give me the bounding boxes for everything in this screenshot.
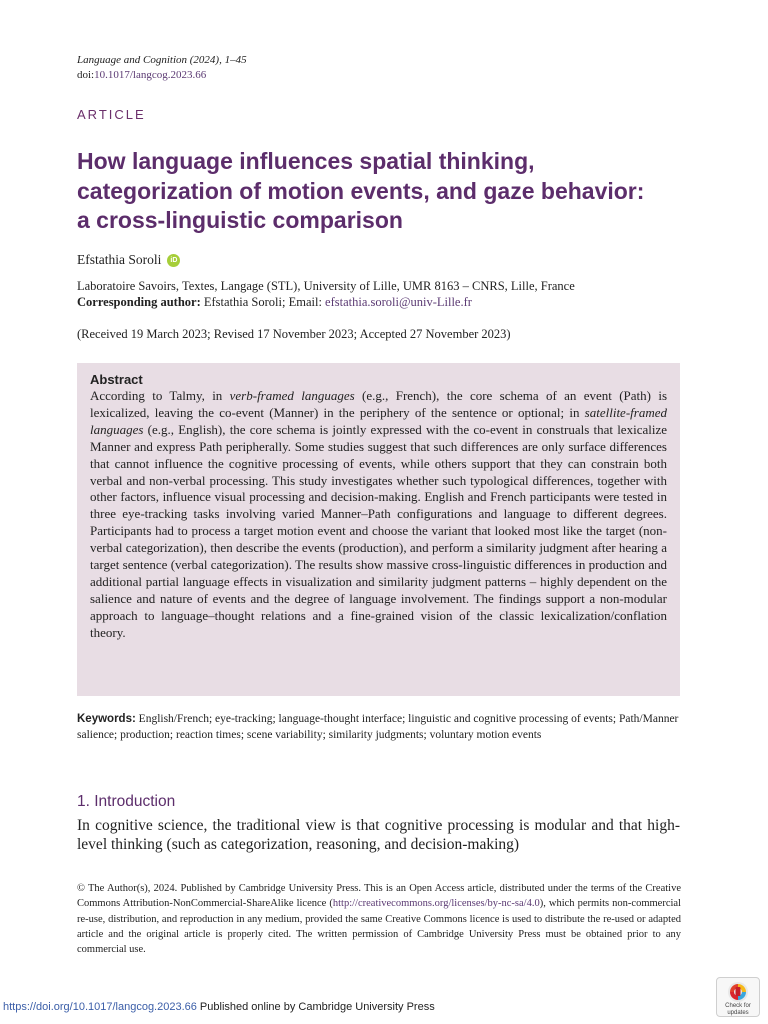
corresponding-label: Corresponding author: (77, 295, 201, 309)
badge-label-line: Check for (725, 1003, 751, 1009)
email-link[interactable]: efstathia.soroli@univ-Lille.fr (325, 295, 472, 309)
doi-prefix: doi: (77, 69, 95, 81)
abstract-text (90, 388, 667, 642)
doi-line (77, 69, 206, 81)
abstract-term: satellite-framed languages (90, 404, 667, 437)
license-link[interactable]: http://creativecommons.org/licenses/by-nc-sa/4.0 (332, 898, 540, 910)
crossmark-icon (727, 981, 749, 1003)
abstract-box (77, 363, 680, 696)
keywords-text: English/French; eye-tracking; language-thought interface; linguistic and cognitive processing of events; Path/Manner salience; production; reaction times; scene variability; similarity judgments; voluntary motion events (77, 713, 679, 741)
orcid-icon[interactable]: iD (167, 254, 180, 267)
footer-published: Published online by Cambridge University Press (196, 1001, 435, 1013)
license-text: ), which permits non-commercial re-use, distribution, and reproduction in any medium, provided the same Creative Commons licence is used to distribute the re-used or adapted article and the original article is properly cited. The written permission of Cambridge University Press must be obtained prior to any commercial use. (77, 898, 681, 956)
keywords-label: Keywords: (77, 713, 136, 725)
received-dates: (Received 19 March 2023; Revised 17 November 2023; Accepted 27 November 2023) (77, 327, 511, 341)
footer-doi-link[interactable]: https://doi.org/10.1017/langcog.2023.66 (3, 1001, 197, 1013)
keywords (77, 711, 681, 743)
license-text: © The Author(s), 2024. Published by Cambridge University Press. This is an Open Access article, distributed under the terms of the Creative Commons Attribution-NonCommercial-ShareAlike licence ( (77, 883, 681, 910)
affiliation: Laboratoire Savoirs, Textes, Langage (STL), University of Lille, UMR 8163 – CNRS, Lille, France (77, 279, 575, 293)
abstract-term: verb-framed languages (229, 388, 355, 403)
check-for-updates-badge[interactable] (716, 977, 760, 1017)
section-heading-introduction: 1. Introduction (77, 793, 176, 810)
abstract-part: (e.g., English), the core schema is jointly expressed with the co-event in construals that lexicalize Manner and express Path peripherally. Some studies suggest that such differences are only surface differences that cannot influence the cognitive processing of events, while others support that they can constrain both verbal and non-verbal processing. This study investigates whether such typological differences, together with other factors, influence visual processing and decision-making. English and French participants were tested in three eye-tracking tasks involving varied Manner–Path configurations and language to different degrees. Participants had to process a target motion event and choose the variant that looked most like the target (non-verbal categorization), then describe the events (production), and perform a similarity judgment after hearing a target sentence (verbal categorization). The results show massive cross-linguistic differences in production and additional partial language effects in visualization and similarity judgment patterns – highly dependent on the salience and nature of events and the degree of language involvement. The findings support a non-modular approach to language–thought relations and a fine-grained vision of the classic lexicalization/conflation theory. (90, 421, 667, 640)
article-title: How language influences spatial thinking, categorization of motion events, and gaze behavior: a cross-linguistic comparison (77, 148, 645, 233)
abstract-part: (e.g., French), the core schema of an event (Path) is lexicalized, leaving the co-event (Manner) in the periphery of the sentence or optional; in (90, 388, 668, 420)
journal-citation: Language and Cognition (2024), 1–45 (77, 54, 247, 66)
doi-link[interactable]: 10.1017/langcog.2023.66 (94, 69, 207, 81)
abstract-part: According to Talmy, in (90, 388, 230, 403)
license-note (77, 881, 681, 957)
corresponding-author (77, 295, 697, 310)
corresponding-text: Efstathia Soroli; Email: (200, 295, 326, 309)
author-line (77, 252, 180, 268)
footer (3, 1001, 435, 1013)
author-name[interactable]: Efstathia Soroli (77, 252, 162, 267)
badge-label-line: updates (727, 1009, 749, 1016)
introduction-text: In cognitive science, the traditional view is that cognitive processing is modular and that high-level thinking (such as categorization, reasoning, and decision-making) (77, 817, 680, 853)
badge-label (725, 1003, 751, 1016)
abstract-heading: Abstract (90, 372, 143, 387)
article-type-label: ARTICLE (77, 107, 146, 122)
